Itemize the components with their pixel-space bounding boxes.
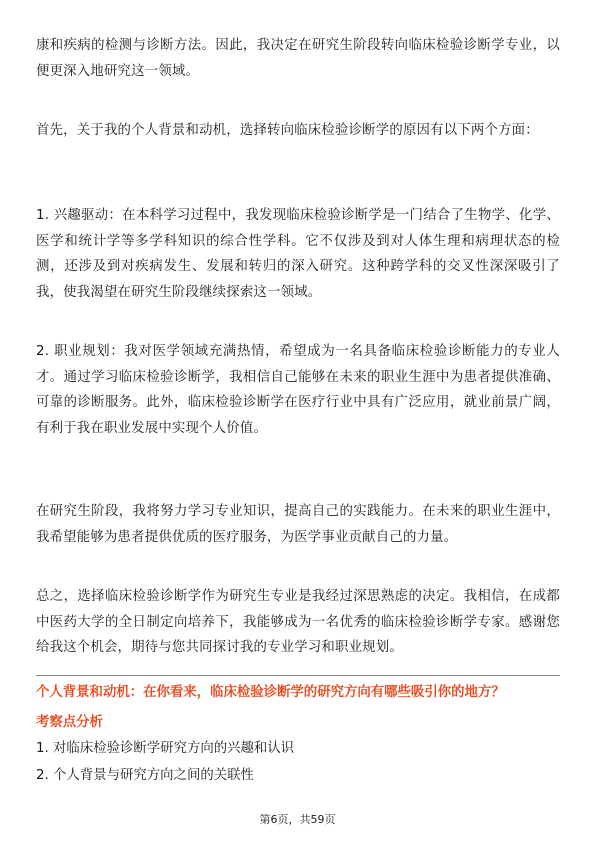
analysis-heading: 考察点分析 [36, 715, 103, 730]
analysis-point: 2. 个人背景与研究方向之间的关联性 [36, 768, 254, 783]
analysis-point: 1. 对临床检验诊断学研究方向的兴趣和认识 [36, 741, 295, 756]
paragraph-interest-driven: 1. 兴趣驱动：在本科学习过程中，我发现临床检验诊断学是一门结合了生物学、化学、医学和统计学等多学科知识的综合性学科。它不仅涉及到对人体生理和病理状态的检测，还涉及到对疾病发生、发展和转归的深入研究。这种跨学科的交叉性深深吸引了我，使我渴望在研究生阶段继续探索这一领域。 [36, 208, 560, 300]
paragraph-motivation-intro: 康和疾病的检测与诊断方法。因此，我决定在研究生阶段转向临床检验诊断学专业，以便更深入地研究这一领域。 [36, 38, 560, 79]
page-number: 第6页，共59页 [259, 813, 336, 826]
interview-question: 个人背景和动机：在你看来，临床检验诊断学的研究方向有哪些吸引你的地方？ [36, 685, 505, 700]
section-divider [36, 675, 560, 676]
paragraph-graduate-goal: 在研究生阶段，我将努力学习专业知识，提高自己的实践能力。在未来的职业生涯中，我希望能够为患者提供优质的医疗服务，为医学事业贡献自己的力量。 [36, 504, 560, 545]
paragraph-conclusion: 总之，选择临床检验诊断学作为研究生专业是我经过深思熟虑的决定。我相信，在成都中医药大学的全日制定向培养下，我能够成为一名优秀的临床检验诊断学专家。感谢您给我这个机会，期待与您共同探讨我的专业学习和职业规划。 [36, 589, 560, 655]
paragraph-career-plan: 2. 职业规划：我对医学领域充满热情，希望成为一名具备临床检验诊断能力的专业人才。通过学习临床检验诊断学，我相信自己能够在未来的职业生涯中为患者提供准确、可靠的诊断服务。此外，临床检验诊断学在医疗行业中具有广泛应用，就业前景广阔，有利于我在职业发展中实现个人价值。 [36, 344, 560, 436]
paragraph-background-intro: 首先，关于我的个人背景和动机，选择转向临床检验诊断学的原因有以下两个方面： [36, 123, 539, 138]
